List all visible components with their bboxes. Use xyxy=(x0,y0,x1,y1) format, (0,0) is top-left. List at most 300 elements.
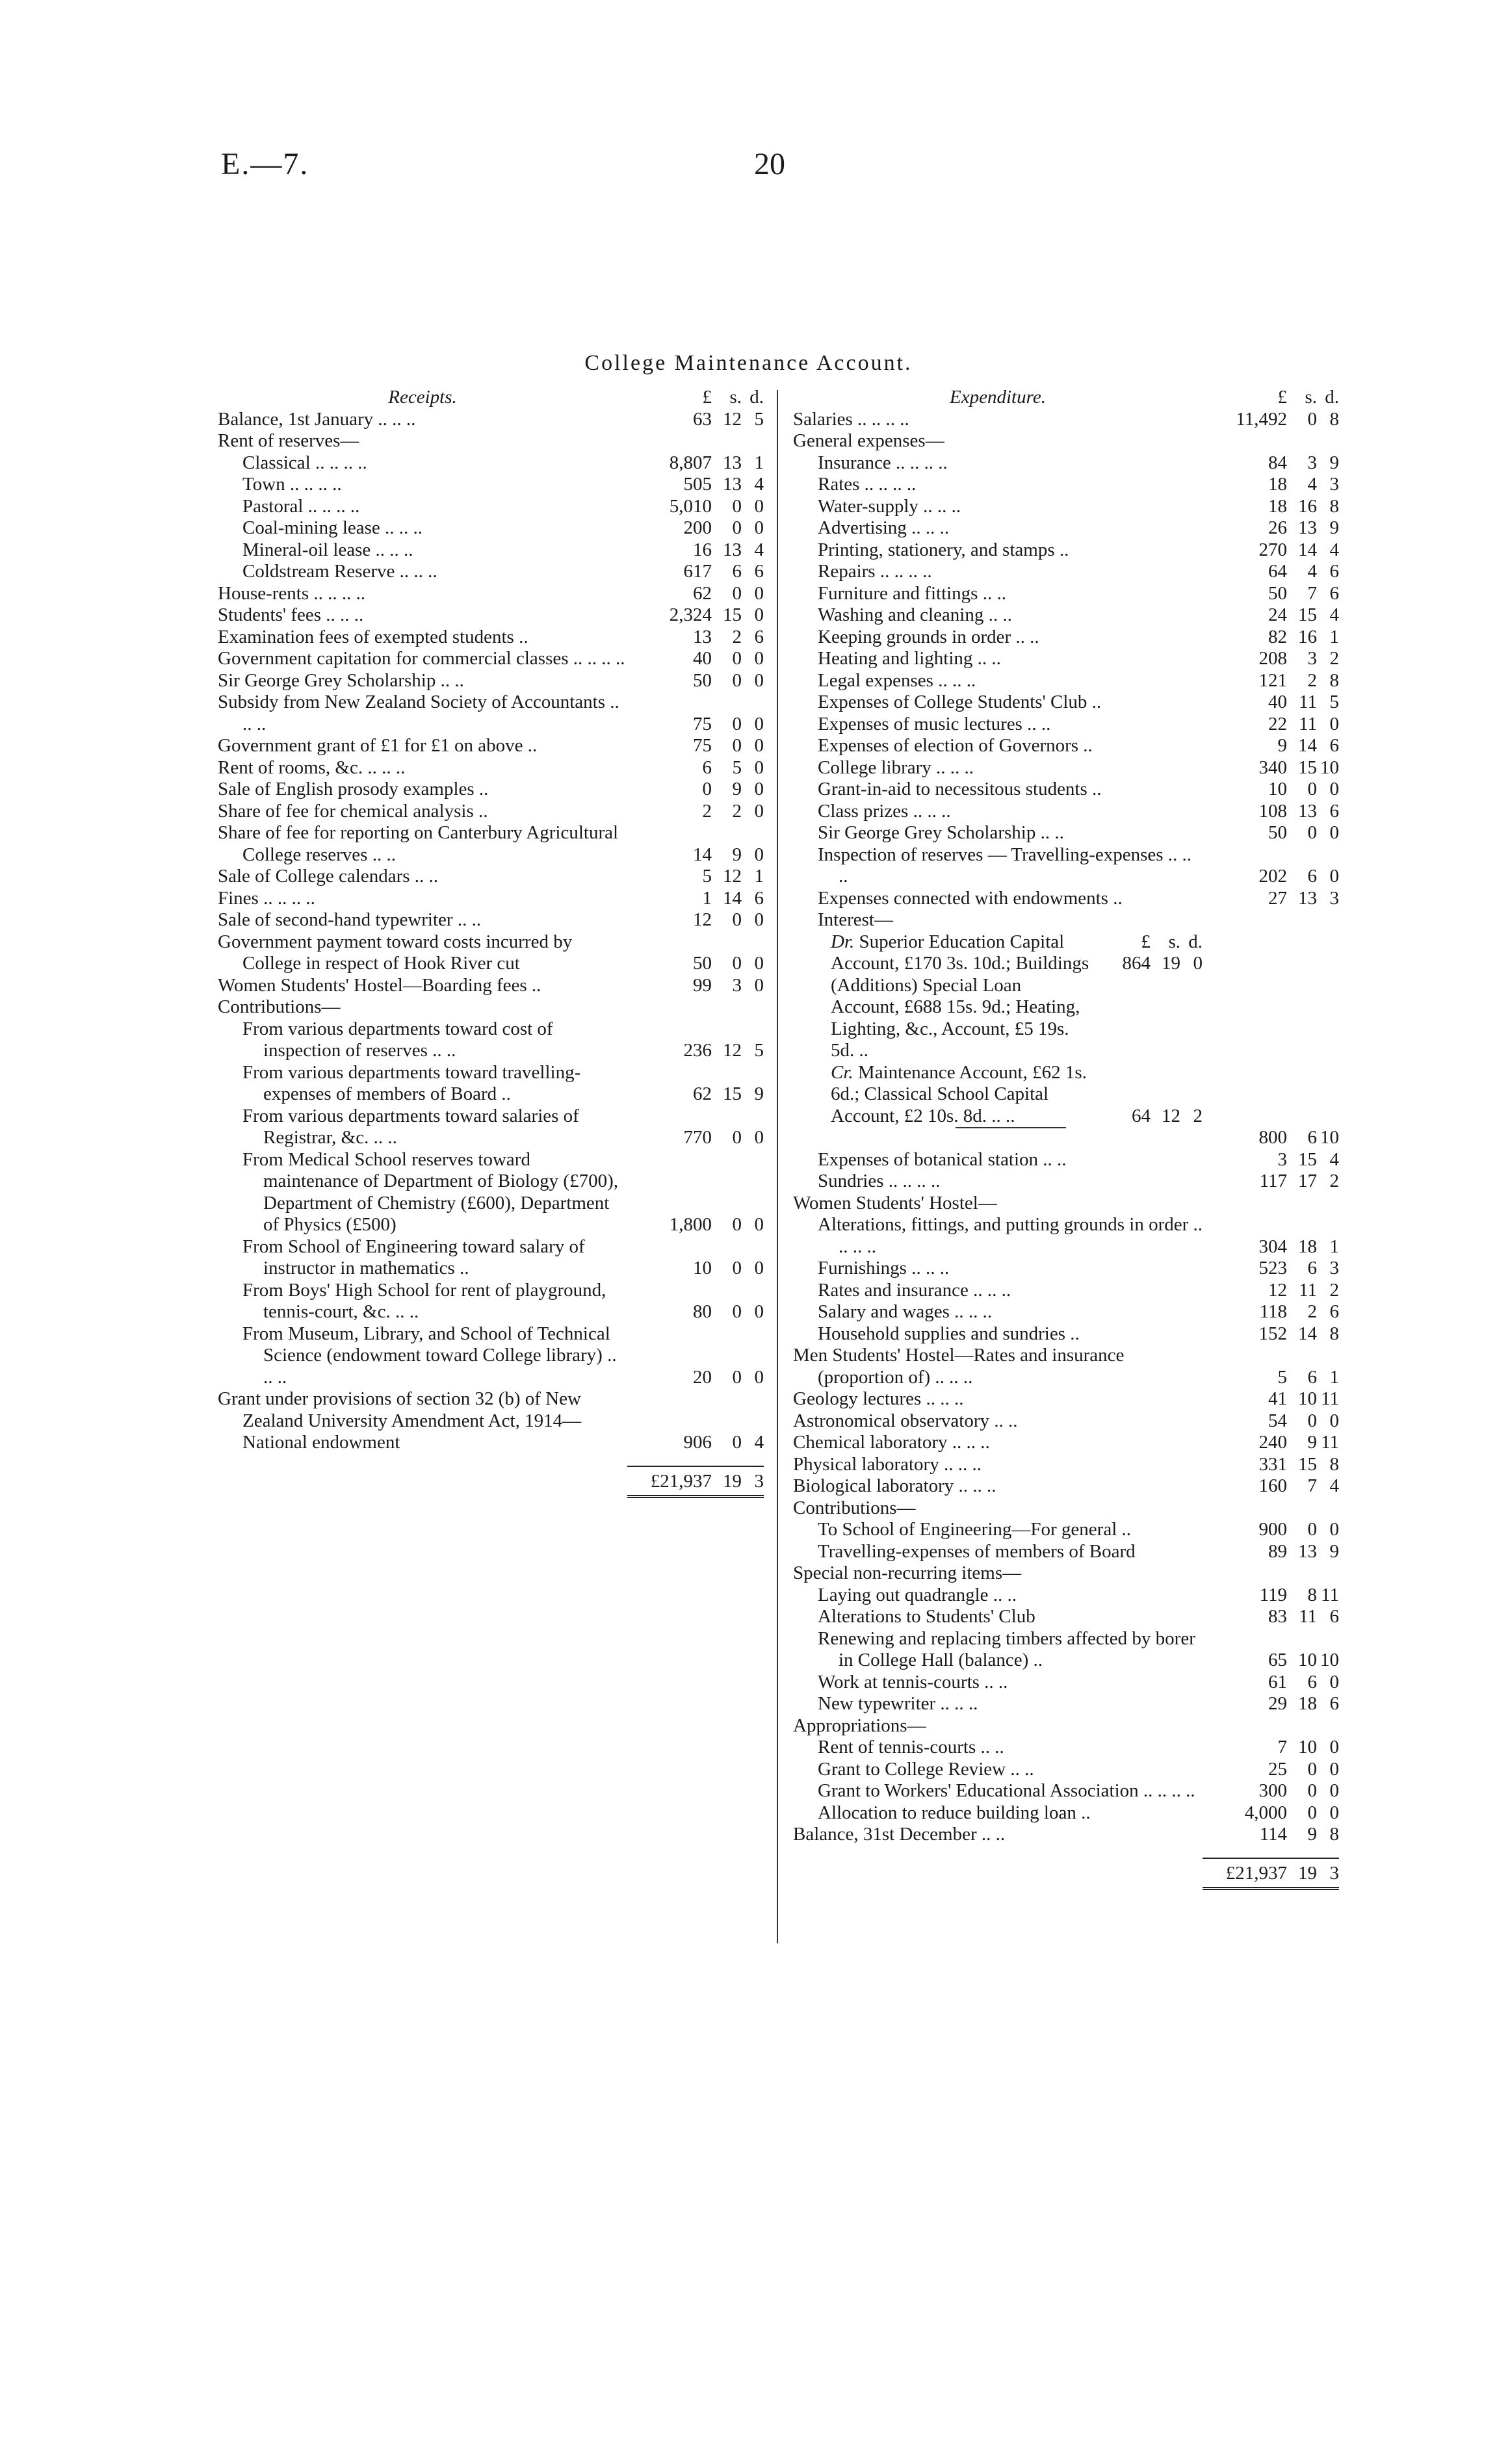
interest-cr xyxy=(793,1062,1339,1128)
expenditure-row xyxy=(793,1454,1339,1476)
receipt-amount xyxy=(627,627,764,649)
expenditure-pence: 0 xyxy=(1329,1758,1339,1780)
expenditure-row xyxy=(793,604,1339,627)
receipt-pounds: 2,324 xyxy=(669,604,712,625)
expenditure-pence: 9 xyxy=(1329,452,1339,473)
receipt-pounds: 10 xyxy=(693,1258,712,1278)
expenditure-shillings: 3 xyxy=(1307,452,1317,473)
expenditure-pounds: 50 xyxy=(1268,822,1287,843)
interest-dr xyxy=(793,931,1339,1062)
expenditure-amount xyxy=(1203,648,1339,670)
expenditure-shillings: 18 xyxy=(1298,1236,1317,1257)
expenditure-row xyxy=(793,517,1339,539)
expenditure-pounds: 114 xyxy=(1259,1824,1287,1845)
expenditure-amount xyxy=(1203,1737,1339,1759)
interest-dr-text xyxy=(831,931,1092,1062)
receipt-pounds: 99 xyxy=(693,974,712,996)
expenditure-shillings: 10 xyxy=(1298,1737,1317,1757)
receipt-pence: 0 xyxy=(754,517,764,538)
receipt-label: Women Students' Hostel—Boarding fees .. xyxy=(218,974,541,996)
dr-sub-headers xyxy=(1092,931,1203,953)
receipt-shillings: 2 xyxy=(732,626,742,647)
expenditure-shillings: 9 xyxy=(1307,1432,1317,1453)
receipt-pounds: 236 xyxy=(683,1040,712,1061)
expenditure-list xyxy=(793,409,1339,931)
receipt-pence: 0 xyxy=(754,648,764,669)
expenditure-row xyxy=(793,1563,1339,1585)
expenditure-pence: 8 xyxy=(1329,1824,1339,1845)
receipt-label: From Museum, Library, and School of Technical Science (endowment toward College library) .. .. .. xyxy=(242,1323,617,1388)
expenditure-amount xyxy=(1203,1650,1339,1672)
receipt-shillings: 6 xyxy=(732,561,742,582)
expenditure-row xyxy=(793,430,1339,452)
receipt-amount xyxy=(627,1040,764,1062)
receipt-amount xyxy=(627,844,764,866)
expenditure-label: Grant to Workers' Educational Association .. .. .. .. xyxy=(818,1780,1195,1801)
interest-net-pounds: 800 xyxy=(1258,1127,1287,1148)
expenditure-row xyxy=(793,1410,1339,1433)
pence-header: d. xyxy=(749,387,764,408)
expenditure-label: Appropriations— xyxy=(793,1715,926,1736)
receipt-shillings: 0 xyxy=(732,669,742,691)
expenditure-pounds: 61 xyxy=(1268,1671,1287,1692)
expenditure-shillings: 17 xyxy=(1298,1171,1317,1191)
expenditure-label: Furnishings .. .. .. xyxy=(818,1258,950,1278)
expenditure-shillings: 15 xyxy=(1298,604,1317,625)
cr-description: Maintenance Account, £62 1s. 6d.; Classical School Capital Account, £2 10s. 8d. .. .. xyxy=(831,1061,1087,1126)
expenditure-pence: 4 xyxy=(1329,539,1339,560)
expenditure-pence: 9 xyxy=(1329,517,1339,538)
receipt-pounds: 75 xyxy=(693,713,712,734)
expenditure-row xyxy=(793,648,1339,670)
receipt-row xyxy=(218,1018,764,1062)
expenditure-label: Special non-recurring items— xyxy=(793,1563,1022,1583)
receipt-pounds: 75 xyxy=(693,735,712,756)
expenditure-amount xyxy=(1203,1367,1339,1389)
receipt-pounds: 80 xyxy=(693,1301,712,1322)
expenditure-heading: Expenditure. xyxy=(950,387,1046,408)
expenditure-shillings: 7 xyxy=(1307,582,1317,604)
interest-rule xyxy=(956,1127,1066,1128)
receipt-label: From various departments toward cost of inspection of reserves .. .. xyxy=(242,1018,553,1061)
expenditure-pounds: 117 xyxy=(1259,1171,1287,1191)
receipt-amount xyxy=(627,714,764,736)
expenditure-row xyxy=(793,1214,1339,1258)
receipt-shillings: 9 xyxy=(732,779,742,799)
expenditure-row xyxy=(793,539,1339,562)
expenditure-shillings: 11 xyxy=(1299,692,1317,712)
expenditure-pounds: 65 xyxy=(1268,1650,1287,1670)
receipts-total-shillings: 19 xyxy=(723,1470,742,1492)
receipt-shillings: 0 xyxy=(732,582,742,604)
expenditure-list-continued xyxy=(793,1149,1339,1846)
expenditure-shillings: 11 xyxy=(1299,713,1317,734)
receipt-pence: 0 xyxy=(754,1301,764,1322)
receipt-row xyxy=(218,539,764,562)
expenditure-amount xyxy=(1203,1454,1339,1476)
receipt-amount xyxy=(627,866,764,888)
expenditure-amount xyxy=(1203,1759,1339,1781)
receipt-pence: 6 xyxy=(754,887,764,909)
expenditure-label: Allocation to reduce building loan .. xyxy=(818,1802,1091,1823)
expenditure-shillings: 0 xyxy=(1307,822,1317,843)
receipt-row xyxy=(218,452,764,474)
expenditure-label: Class prizes .. .. .. xyxy=(818,800,951,822)
expenditure-pounds: 270 xyxy=(1258,539,1287,560)
receipt-pence: 0 xyxy=(754,800,764,822)
expenditure-label: Travelling-expenses of members of Board xyxy=(818,1540,1136,1562)
receipt-shillings: 15 xyxy=(723,604,742,625)
receipt-label: Sale of College calendars .. .. xyxy=(218,866,439,887)
expenditure-shillings: 15 xyxy=(1298,1453,1317,1475)
expenditure-label: Insurance .. .. .. .. xyxy=(818,452,948,473)
expenditure-pence: 10 xyxy=(1320,1650,1339,1670)
expenditure-pounds: 50 xyxy=(1268,582,1287,604)
expenditure-pence: 5 xyxy=(1329,692,1339,712)
expenditure-shillings: 2 xyxy=(1307,1301,1317,1322)
expenditure-shillings: 7 xyxy=(1307,1475,1317,1496)
cr-amount xyxy=(1092,1106,1203,1128)
expenditure-row xyxy=(793,1519,1339,1541)
receipt-amount xyxy=(627,1083,764,1106)
expenditure-shillings: 4 xyxy=(1307,561,1317,582)
expenditure-pounds: 304 xyxy=(1258,1236,1287,1257)
expenditure-shillings: 14 xyxy=(1298,1323,1317,1344)
receipt-pence: 9 xyxy=(754,1083,764,1104)
expenditure-row xyxy=(793,627,1339,649)
expenditure-amount xyxy=(1203,1519,1339,1541)
receipt-row xyxy=(218,1106,764,1149)
receipt-pounds: 1,800 xyxy=(669,1214,712,1235)
expenditure-pounds: 82 xyxy=(1268,626,1287,647)
receipt-row xyxy=(218,496,764,518)
receipt-pounds: 5,010 xyxy=(669,495,712,517)
expenditure-label: Women Students' Hostel— xyxy=(793,1192,997,1213)
shillings-header: s. xyxy=(1305,387,1317,408)
dr-pounds-header: £ xyxy=(1141,931,1151,952)
receipt-label: Examination fees of exempted students .. xyxy=(218,626,528,647)
expenditure-amount xyxy=(1203,1824,1339,1846)
receipt-row xyxy=(218,975,764,997)
expenditure-pounds: 5 xyxy=(1277,1366,1287,1388)
receipt-shillings: 0 xyxy=(732,1366,742,1388)
expenditure-shillings: 4 xyxy=(1307,474,1317,495)
receipt-row xyxy=(218,583,764,605)
expenditure-pence: 3 xyxy=(1329,474,1339,495)
receipt-pence: 4 xyxy=(754,474,764,495)
expenditure-amount xyxy=(1203,1672,1339,1694)
receipt-row xyxy=(218,801,764,823)
receipt-row xyxy=(218,561,764,583)
receipt-amount xyxy=(627,561,764,583)
receipts-list xyxy=(218,409,764,1454)
expenditure-amount xyxy=(1203,801,1339,823)
expenditure-amount xyxy=(1203,474,1339,496)
receipt-row xyxy=(218,627,764,649)
expenditure-label: Rates .. .. .. .. xyxy=(818,474,917,495)
expenditure-amount xyxy=(1203,1323,1339,1345)
expenditure-pounds: 900 xyxy=(1258,1519,1287,1540)
expenditure-pounds: 11,492 xyxy=(1236,408,1287,430)
receipt-pounds: 2 xyxy=(702,800,712,822)
expenditure-shillings: 2 xyxy=(1307,669,1317,691)
expenditure-pounds: 152 xyxy=(1258,1323,1287,1344)
expenditure-shillings: 0 xyxy=(1307,1758,1317,1780)
expenditure-pounds: 208 xyxy=(1258,648,1287,669)
receipt-pence: 4 xyxy=(754,1432,764,1453)
expenditure-row xyxy=(793,561,1339,583)
receipt-row xyxy=(218,735,764,757)
expenditure-pence: 2 xyxy=(1329,648,1339,669)
expenditure-label: Printing, stationery, and stamps .. xyxy=(818,539,1069,560)
expenditure-pence: 8 xyxy=(1329,495,1339,517)
receipt-label: Government capitation for commercial classes .. .. .. .. xyxy=(218,648,625,669)
expenditure-shillings: 14 xyxy=(1298,735,1317,756)
expenditure-label: Expenses of election of Governors .. xyxy=(818,735,1093,756)
receipt-pounds: 63 xyxy=(693,408,712,430)
cr-pence: 2 xyxy=(1193,1105,1203,1126)
expenditure-pounds: 83 xyxy=(1268,1606,1287,1627)
dr-pence: 0 xyxy=(1193,953,1203,974)
expenditure-amount xyxy=(1203,692,1339,714)
receipt-amount xyxy=(627,1367,764,1389)
expenditure-amount xyxy=(1203,1541,1339,1563)
expenditure-label: Physical laboratory .. .. .. xyxy=(793,1453,982,1475)
receipt-shillings: 13 xyxy=(723,474,742,495)
receipt-pence: 6 xyxy=(754,626,764,647)
interest-block xyxy=(793,931,1339,1149)
expenditure-pence: 4 xyxy=(1329,1148,1339,1170)
expenditure-label: Geology lectures .. .. .. xyxy=(793,1388,964,1409)
expenditure-row xyxy=(793,1149,1339,1171)
expenditure-total-shillings: 19 xyxy=(1298,1862,1317,1884)
expenditure-amount xyxy=(1203,670,1339,692)
expenditure-pence: 11 xyxy=(1321,1432,1339,1453)
expenditure-label: Keeping grounds in order .. .. xyxy=(818,626,1039,647)
expenditure-total xyxy=(793,1858,1339,1891)
receipt-pence: 1 xyxy=(754,452,764,473)
expenditure-shillings: 15 xyxy=(1298,757,1317,778)
expenditure-row xyxy=(793,474,1339,496)
receipt-shillings: 0 xyxy=(732,495,742,517)
receipt-pence: 0 xyxy=(754,495,764,517)
expenditure-label: Legal expenses .. .. .. xyxy=(818,669,976,691)
receipts-total-pounds: £21,937 xyxy=(650,1470,712,1492)
receipt-row xyxy=(218,1149,764,1236)
expenditure-label: Work at tennis-courts .. .. xyxy=(818,1671,1008,1692)
receipt-pounds: 1 xyxy=(702,887,712,909)
page-number: 20 xyxy=(754,147,785,181)
expenditure-amount xyxy=(1203,866,1339,888)
expenditure-row xyxy=(793,1585,1339,1607)
expenditure-shillings: 6 xyxy=(1307,1258,1317,1278)
expenditure-pounds: 29 xyxy=(1268,1693,1287,1714)
expenditure-amount xyxy=(1203,1410,1339,1433)
expenditure-label: Rent of tennis-courts .. .. xyxy=(818,1737,1004,1757)
receipt-shillings: 12 xyxy=(723,1040,742,1061)
expenditure-pounds: 64 xyxy=(1268,561,1287,582)
expenditure-amount xyxy=(1203,779,1339,801)
receipt-label: Sale of second-hand typewriter .. .. xyxy=(218,909,482,930)
receipt-pence: 0 xyxy=(754,1127,764,1148)
receipt-pounds: 200 xyxy=(683,517,712,538)
receipt-pounds: 8,807 xyxy=(669,452,712,473)
receipt-label: Fines .. .. .. .. xyxy=(218,887,315,909)
expenditure-shillings: 13 xyxy=(1298,1540,1317,1562)
receipt-shillings: 0 xyxy=(732,1127,742,1148)
receipt-pence: 0 xyxy=(754,909,764,930)
receipt-row xyxy=(218,931,764,975)
receipt-pounds: 62 xyxy=(693,1083,712,1104)
expenditure-label: Salaries .. .. .. .. xyxy=(793,408,909,430)
receipt-shillings: 0 xyxy=(732,1301,742,1322)
receipt-pounds: 6 xyxy=(702,757,712,778)
expenditure-label: Furniture and fittings .. .. xyxy=(818,582,1006,604)
receipt-amount xyxy=(627,452,764,474)
receipt-amount xyxy=(627,409,764,431)
receipt-amount xyxy=(627,975,764,997)
expenditure-pence: 0 xyxy=(1329,1410,1339,1431)
expenditure-amount xyxy=(1203,757,1339,779)
receipt-pounds: 50 xyxy=(693,953,712,974)
expenditure-amount xyxy=(1203,561,1339,583)
expenditure-amount xyxy=(1203,1301,1339,1323)
cr-shillings: 12 xyxy=(1162,1105,1180,1126)
receipt-shillings: 5 xyxy=(732,757,742,778)
expenditure-shillings: 15 xyxy=(1298,1148,1317,1170)
expenditure-pounds: 523 xyxy=(1258,1258,1287,1278)
expenditure-label: Heating and lighting .. .. xyxy=(818,648,1001,669)
expenditure-pounds: 18 xyxy=(1268,495,1287,517)
expenditure-row xyxy=(793,757,1339,779)
expenditure-shillings: 11 xyxy=(1299,1279,1317,1301)
receipt-label: Share of fee for reporting on Canterbury Agricultural College reserves .. .. xyxy=(218,822,619,865)
receipt-pounds: 770 xyxy=(683,1127,712,1148)
receipt-shillings: 12 xyxy=(723,408,742,430)
receipt-row xyxy=(218,692,764,735)
expenditure-amount xyxy=(1203,1149,1339,1171)
expenditure-pence: 6 xyxy=(1329,800,1339,822)
receipt-shillings: 3 xyxy=(732,974,742,996)
expenditure-label: Astronomical observatory .. .. xyxy=(793,1410,1018,1431)
expenditure-pence: 1 xyxy=(1329,1236,1339,1257)
expenditure-amount xyxy=(1203,517,1339,539)
expenditure-pence: 8 xyxy=(1329,1453,1339,1475)
receipt-pence: 0 xyxy=(754,735,764,756)
expenditure-pounds: 121 xyxy=(1258,669,1287,691)
receipt-label: Contributions— xyxy=(218,996,341,1017)
expenditure-amount xyxy=(1203,1171,1339,1193)
expenditure-shillings: 14 xyxy=(1298,539,1317,560)
expenditure-label: Sundries .. .. .. .. xyxy=(818,1171,941,1191)
receipt-label: Sir George Grey Scholarship .. .. xyxy=(218,669,464,691)
receipt-label: Government payment toward costs incurred by College in respect of Hook River cut xyxy=(218,931,573,974)
expenditure-row xyxy=(793,714,1339,736)
expenditure-pounds: 3 xyxy=(1277,1148,1287,1170)
expenditure-pence: 11 xyxy=(1321,1584,1339,1605)
receipt-shillings: 0 xyxy=(732,713,742,734)
expenditure-pence: 6 xyxy=(1329,1606,1339,1627)
expenditure-pounds: 202 xyxy=(1258,866,1287,887)
expenditure-shillings: 13 xyxy=(1298,887,1317,909)
expenditure-shillings: 0 xyxy=(1307,1410,1317,1431)
expenditure-row xyxy=(793,735,1339,757)
shillings-header: s. xyxy=(729,387,742,408)
receipt-pence: 0 xyxy=(754,779,764,799)
expenditure-label: Household supplies and sundries .. xyxy=(818,1323,1080,1344)
receipt-pence: 0 xyxy=(754,713,764,734)
expenditure-shillings: 11 xyxy=(1299,1606,1317,1627)
expenditure-pence: 6 xyxy=(1329,561,1339,582)
receipt-pounds: 906 xyxy=(683,1432,712,1453)
expenditure-shillings: 0 xyxy=(1307,408,1317,430)
expenditure-label: Expenses of College Students' Club .. xyxy=(818,692,1102,712)
expenditure-label: Expenses of music lectures .. .. xyxy=(818,713,1051,734)
expenditure-pence: 2 xyxy=(1329,1171,1339,1191)
expenditure-row xyxy=(793,1628,1339,1672)
receipt-row xyxy=(218,779,764,801)
pounds-header: £ xyxy=(702,387,712,408)
receipt-pence: 0 xyxy=(754,1214,764,1235)
receipt-pounds: 14 xyxy=(693,844,712,865)
receipt-row xyxy=(218,474,764,496)
expenditure-shillings: 9 xyxy=(1307,1824,1317,1845)
receipt-shillings: 2 xyxy=(732,800,742,822)
expenditure-row xyxy=(793,496,1339,518)
expenditure-row xyxy=(793,1475,1339,1498)
expenditure-amount xyxy=(1203,822,1339,844)
dr-description: Superior Education Capital Account, £170 3s. 10d.; Buildings (Additions) Special Loan Account, £688 15s. 9d.; Heating, Lighting, &c., Account, £5 19s. 5d. .. xyxy=(831,931,1089,1061)
expenditure-row xyxy=(793,409,1339,431)
interest-net xyxy=(793,1127,1339,1149)
expenditure-row xyxy=(793,1345,1339,1388)
receipt-label: House-rents .. .. .. .. xyxy=(218,582,366,604)
receipt-row xyxy=(218,822,764,866)
receipt-shillings: 12 xyxy=(723,866,742,887)
expenditure-shillings: 13 xyxy=(1298,517,1317,538)
expenditure-pounds: 27 xyxy=(1268,887,1287,909)
expenditure-label: Interest— xyxy=(818,909,893,930)
receipt-row xyxy=(218,670,764,692)
expenditure-label: Laying out quadrangle .. .. xyxy=(818,1584,1017,1605)
expenditure-pence: 0 xyxy=(1329,822,1339,843)
expenditure-label: Expenses of botanical station .. .. xyxy=(818,1148,1067,1170)
receipt-shillings: 0 xyxy=(732,517,742,538)
interest-cr-text xyxy=(831,1062,1092,1128)
pounds-header: £ xyxy=(1277,387,1287,408)
receipt-pounds: 505 xyxy=(683,474,712,495)
receipt-pounds: 50 xyxy=(693,669,712,691)
expenditure-row xyxy=(793,1388,1339,1410)
expenditure-row xyxy=(793,583,1339,605)
expenditure-label: New typewriter .. .. .. xyxy=(818,1693,978,1714)
expenditure-amount xyxy=(1203,1693,1339,1715)
interest-net-shillings: 6 xyxy=(1307,1127,1317,1148)
expenditure-pence: 11 xyxy=(1321,1388,1339,1409)
receipt-amount xyxy=(627,909,764,931)
receipt-amount xyxy=(627,517,764,539)
interest-net-pence: 10 xyxy=(1320,1127,1339,1148)
expenditure-pounds: 54 xyxy=(1268,1410,1287,1431)
dr-shillings: 19 xyxy=(1162,953,1180,974)
receipt-pence: 0 xyxy=(754,582,764,604)
expenditure-row xyxy=(793,1780,1339,1802)
expenditure-pounds: 160 xyxy=(1258,1475,1287,1496)
expenditure-pence: 10 xyxy=(1320,757,1339,778)
receipt-row xyxy=(218,1062,764,1106)
receipt-pounds: 13 xyxy=(693,626,712,647)
expenditure-pence: 8 xyxy=(1329,1323,1339,1344)
